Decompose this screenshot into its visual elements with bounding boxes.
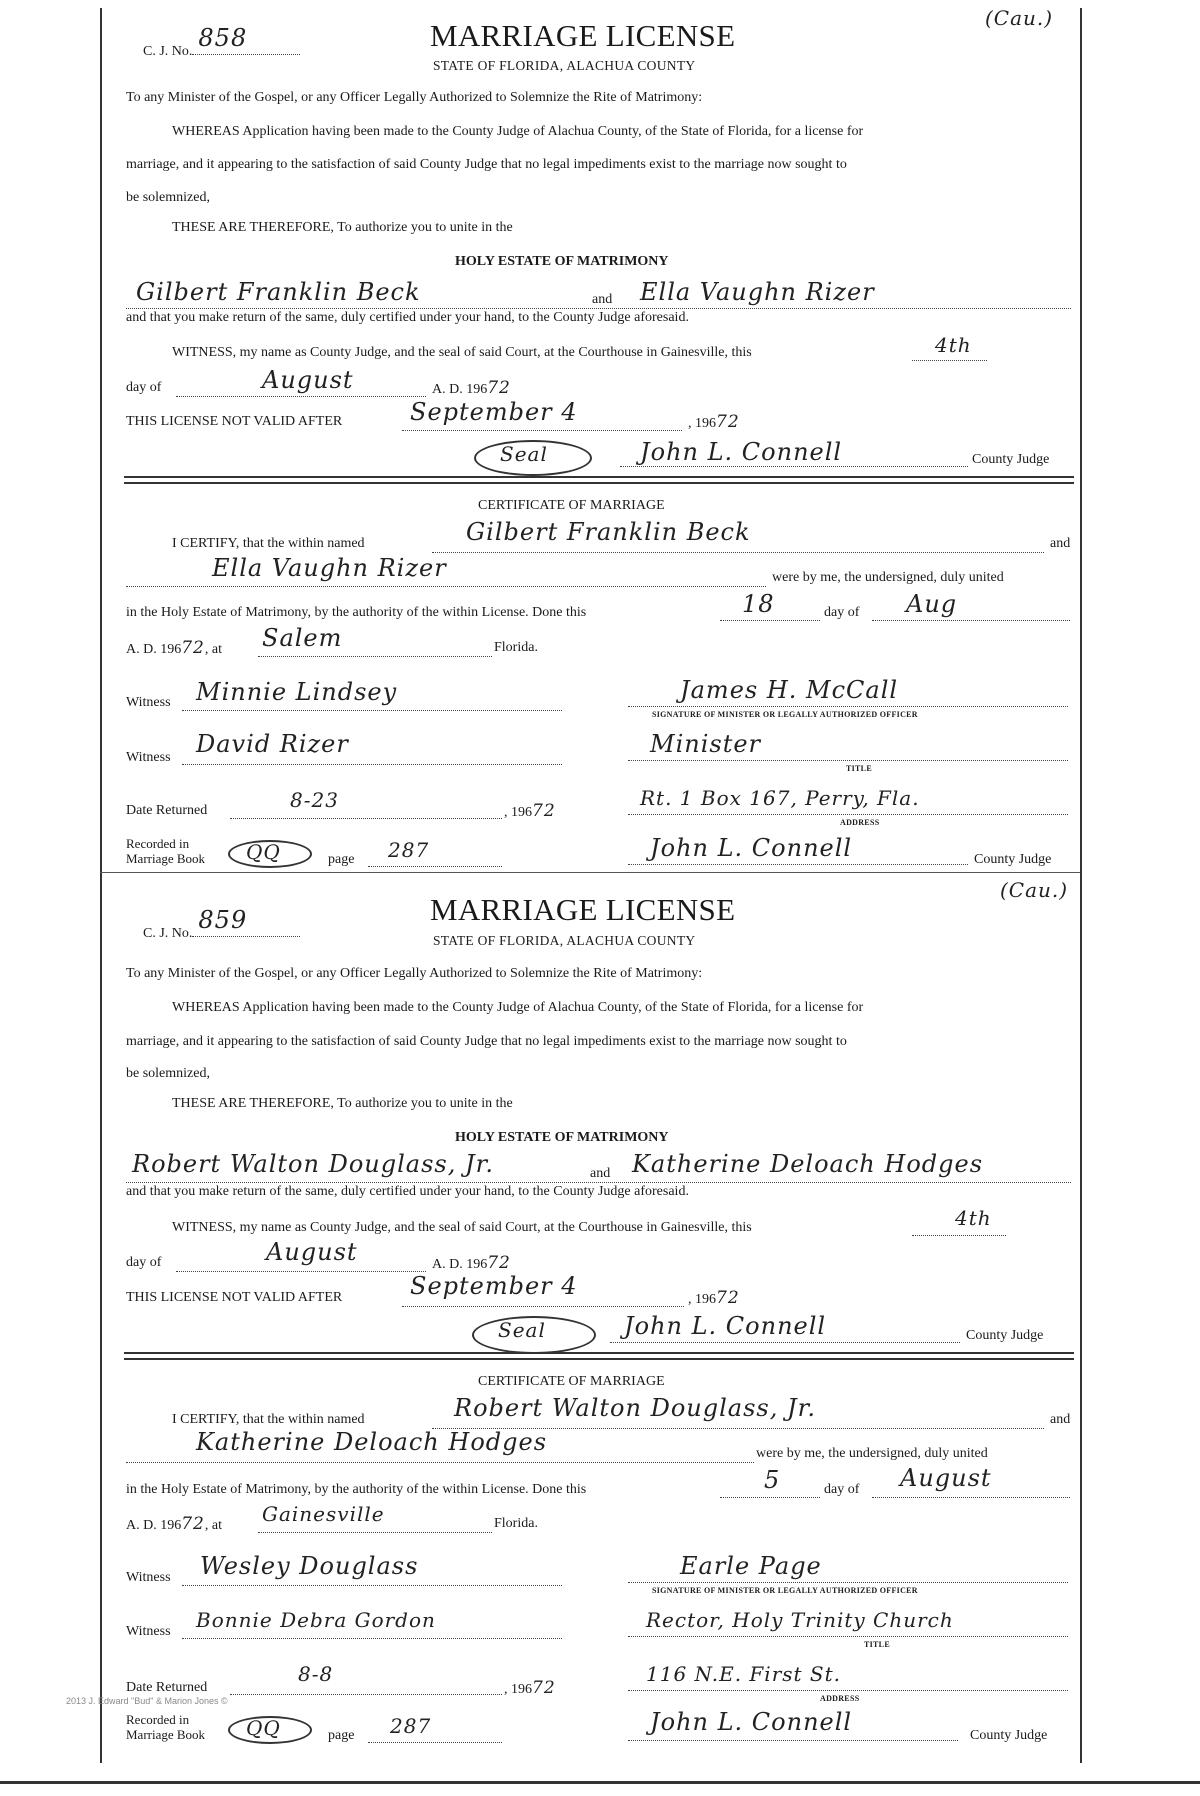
bottom-rule [0,1781,1200,1784]
section-divider [124,1352,1074,1360]
year-written: 72 [716,412,740,432]
at-label: at [211,1518,222,1533]
done-day-line [720,620,820,621]
year-printed: 6 [174,1518,182,1533]
witness-label-2: Witness [126,750,171,765]
address-line [628,1690,1068,1691]
bride-name: Ella Vaughn Rizer [640,278,875,306]
witness-line: WITNESS, my name as County Judge, and the seal of said Court, at the Courthouse in Gainesville, this [172,345,752,360]
cert-judge-signature: John L. Connell [650,1708,853,1736]
cert-name-2-line [126,1462,754,1463]
not-valid-year: , 19672 [688,1288,740,1308]
page: 287 [388,838,430,862]
return-line: and that you make return of the same, duly certified under your hand, to the County Judge aforesaid. [126,310,689,325]
names-line [126,1182,1071,1183]
holy-estate-line: in the Holy Estate of Matrimony, by the authority of the within License. Done this [126,1482,587,1497]
year-written: 72 [716,1288,740,1308]
recorded-label-2: Marriage Book [126,851,206,866]
county-judge-label: County Judge [972,452,1050,467]
month-line [176,396,426,397]
county-judge-label: County Judge [966,1328,1044,1343]
cj-label: C. J. No. [143,926,193,941]
whereas-line-3: be solemnized, [126,190,210,205]
date-returned: 8-8 [298,1662,334,1686]
cj-number: 859 [198,906,248,934]
florida-label: Florida. [494,640,538,655]
certificate-heading: CERTIFICATE OF MARRIAGE [478,498,665,513]
certificate-heading: CERTIFICATE OF MARRIAGE [478,1374,665,1389]
year-written: 72 [181,1514,205,1534]
not-valid-year: , 19672 [688,412,740,432]
returned-year: , 19672 [504,801,556,821]
recorded-labels [126,836,205,866]
cj-number-field [143,24,300,60]
license-subtitle: STATE OF FLORIDA, ALACHUA COUNTY [433,58,696,73]
cert-ad-label: A. D. 19 [126,1518,175,1533]
title-line [628,760,1068,761]
officer-address: 116 N.E. First St. [646,1662,842,1686]
groom-name: Gilbert Franklin Beck [136,278,421,306]
names-line [126,308,1071,309]
whereas-line-3: be solemnized, [126,1066,210,1081]
whereas-line-1: WHEREAS Application having been made to the County Judge of Alachua County, of the State of Florida, for a license for [172,1000,864,1015]
witness-1: Wesley Douglass [200,1552,419,1580]
certify-label: I CERTIFY, that the within named [172,536,365,551]
certify-label: I CERTIFY, that the within named [172,1412,365,1427]
year-printed: 6 [480,1257,488,1272]
year-written: 72 [487,1253,511,1273]
cert-judge-line [628,864,968,865]
year-printed: 6 [709,1292,716,1307]
date-returned: 8-23 [290,788,339,812]
day-of-label: day of [126,380,162,395]
license-title: MARRIAGE LICENSE [430,892,736,927]
witness-label-1: Witness [126,1570,171,1585]
witness-1: Minnie Lindsey [196,678,398,706]
at-label: at [211,642,222,657]
witness-day: 4th [955,1206,992,1230]
officer-signature: Earle Page [680,1552,822,1580]
officer-line [628,1582,1068,1583]
witness-day: 4th [935,333,972,357]
cj-label: C. J. No. [143,44,193,59]
cert-name-1-line [432,552,1044,553]
and-word: and [592,292,613,307]
title-caption: TITLE [864,1640,890,1649]
year-written: 72 [487,378,511,398]
address-line [628,814,1068,815]
witness-label-2: Witness [126,1624,171,1639]
month: August [266,1238,358,1266]
cert-name-2-line [126,586,766,587]
license-title: MARRIAGE LICENSE [430,18,736,53]
officer-title: Rector, Holy Trinity Church [646,1608,954,1632]
book: QQ [246,840,281,864]
recorded-labels [126,1712,205,1742]
judge-line [610,1342,960,1343]
return-line: and that you make return of the same, duly certified under your hand, to the County Judge aforesaid. [126,1184,689,1199]
florida-label: Florida. [494,1516,538,1531]
ad-label: A. D. 19 [432,382,481,397]
license-separator [100,872,1080,873]
corner-note: (Cau.) [1000,878,1069,902]
witness-label-1: Witness [126,695,171,710]
witness-line: WITNESS, my name as County Judge, and the seal of said Court, at the Courthouse in Gainesville, this [172,1220,752,1235]
cert-date: A. D. 19672, at [126,1514,222,1534]
whereas-line-2: marriage, and it appearing to the satisfaction of said County Judge that no legal impediments exist to the marriage now sought to [126,1034,847,1049]
recorded-label-1: Recorded in [126,1712,190,1727]
judge-line [620,466,968,467]
not-valid-label: THIS LICENSE NOT VALID AFTER [126,414,343,429]
cert-name-1: Gilbert Franklin Beck [466,518,751,546]
address-caption: ADDRESS [840,818,880,827]
year-written: 72 [181,638,205,658]
cert-date: A. D. 19672, at [126,638,222,658]
date-returned-line [230,818,502,819]
cert-county-judge-label: County Judge [974,852,1052,867]
title-line [628,1636,1068,1637]
cert-name-2: Ella Vaughn Rizer [212,554,447,582]
year-printed: 6 [709,416,716,431]
holy-estate-heading: HOLY ESTATE OF MATRIMONY [455,1130,669,1145]
witness-1-line [182,710,562,711]
whereas-line-1: WHEREAS Application having been made to the County Judge of Alachua County, of the State of Florida, for a license for [172,124,864,139]
cert-name-2: Katherine Deloach Hodges [196,1428,548,1456]
officer-signature: James H. McCall [680,676,899,704]
officer-title: Minister [650,730,762,758]
section-divider [124,476,1074,484]
license-date [432,380,511,398]
corner-note: (Cau.) [985,6,1054,30]
not-valid-date: September 4 [410,398,578,426]
cert-county-judge-label: County Judge [970,1728,1048,1743]
holy-estate-line: in the Holy Estate of Matrimony, by the authority of the within License. Done this [126,605,587,620]
witness-day-line [912,1235,1006,1236]
address-line: To any Minister of the Gospel, or any Officer Legally Authorized to Solemnize the Rite of Matrimony: [126,90,703,105]
witness-day-line [912,360,987,361]
address-line: To any Minister of the Gospel, or any Officer Legally Authorized to Solemnize the Rite of Matrimony: [126,966,703,981]
done-day: 5 [764,1466,781,1494]
date-returned-label: Date Returned [126,1680,208,1695]
cert-judge-signature: John L. Connell [650,834,853,862]
page-label: page [328,1728,355,1743]
judge-signature: John L. Connell [640,438,843,466]
therefore-line: THESE ARE THEREFORE, To authorize you to unite in the [172,1096,513,1111]
cj-number-field [143,906,300,942]
returned-year: , 19672 [504,1678,556,1698]
ad-label: A. D. 19 [432,1257,481,1272]
united-label: were by me, the undersigned, duly united [772,570,1004,585]
document-border [100,8,1082,1763]
done-day-line [720,1497,820,1498]
book: QQ [246,1716,281,1740]
witness-2: Bonnie Debra Gordon [196,1608,436,1632]
seal-word: Seal [500,442,548,466]
not-valid-date: September 4 [410,1272,578,1300]
cert-day-of-label: day of [824,605,860,620]
page-label: page [328,852,355,867]
month-line [176,1271,426,1272]
place: Salem [262,624,343,652]
year-written: 72 [532,801,556,821]
year-printed: 6 [480,382,488,397]
therefore-line: THESE ARE THEREFORE, To authorize you to unite in the [172,220,513,235]
united-label: were by me, the undersigned, duly united [756,1446,988,1461]
judge-signature: John L. Connell [624,1312,827,1340]
holy-estate-heading: HOLY ESTATE OF MATRIMONY [455,254,669,269]
place-line [258,656,492,657]
day-of-label: day of [126,1255,162,1270]
cert-name-1: Robert Walton Douglass, Jr. [454,1394,817,1422]
not-valid-line [402,1306,684,1307]
year-printed: 6 [525,1682,532,1697]
recorded-label-2: Marriage Book [126,1727,206,1742]
date-returned-label: Date Returned [126,803,208,818]
done-month: August [900,1464,992,1492]
date-returned-line [230,1694,502,1695]
year-written: 72 [532,1678,556,1698]
place: Gainesville [262,1502,385,1526]
officer-caption: SIGNATURE OF MINISTER OR LEGALLY AUTHORIZED OFFICER [652,710,918,719]
witness-2-line [182,764,562,765]
cert-day-of-label: day of [824,1482,860,1497]
place-line [258,1532,492,1533]
license-date [432,1255,511,1273]
officer-address: Rt. 1 Box 167, Perry, Fla. [640,786,920,810]
whereas-line-2: marriage, and it appearing to the satisfaction of said County Judge that no legal impediments exist to the marriage now sought to [126,157,847,172]
license-subtitle: STATE OF FLORIDA, ALACHUA COUNTY [433,933,696,948]
address-caption: ADDRESS [820,1694,860,1703]
month: August [262,366,354,394]
page-line [368,866,502,867]
cj-number: 858 [198,24,248,52]
officer-line [628,706,1068,707]
page-line [368,1742,502,1743]
and-word: and [590,1166,611,1181]
cert-ad-label: A. D. 19 [126,642,175,657]
not-valid-line [402,430,682,431]
copyright-watermark: 2013 J. Edward "Bud" & Marion Jones © [66,1696,228,1706]
done-month-line [872,620,1070,621]
recorded-label-1: Recorded in [126,836,190,851]
officer-caption: SIGNATURE OF MINISTER OR LEGALLY AUTHORIZED OFFICER [652,1586,918,1595]
not-valid-label: THIS LICENSE NOT VALID AFTER [126,1290,343,1305]
title-caption: TITLE [846,764,872,773]
witness-1-line [182,1585,562,1586]
year-printed: 6 [174,642,182,657]
witness-2: David Rizer [196,730,349,758]
bride-name: Katherine Deloach Hodges [632,1150,984,1178]
done-month: Aug [906,590,958,618]
groom-name: Robert Walton Douglass, Jr. [132,1150,495,1178]
cert-and-word: and [1050,536,1071,551]
seal-word: Seal [498,1318,546,1342]
done-month-line [872,1497,1070,1498]
year-printed: 6 [525,805,532,820]
witness-2-line [182,1638,562,1639]
cert-judge-line [628,1740,958,1741]
done-day: 18 [742,590,775,618]
cert-and-word: and [1050,1412,1071,1427]
page: 287 [390,1714,432,1738]
